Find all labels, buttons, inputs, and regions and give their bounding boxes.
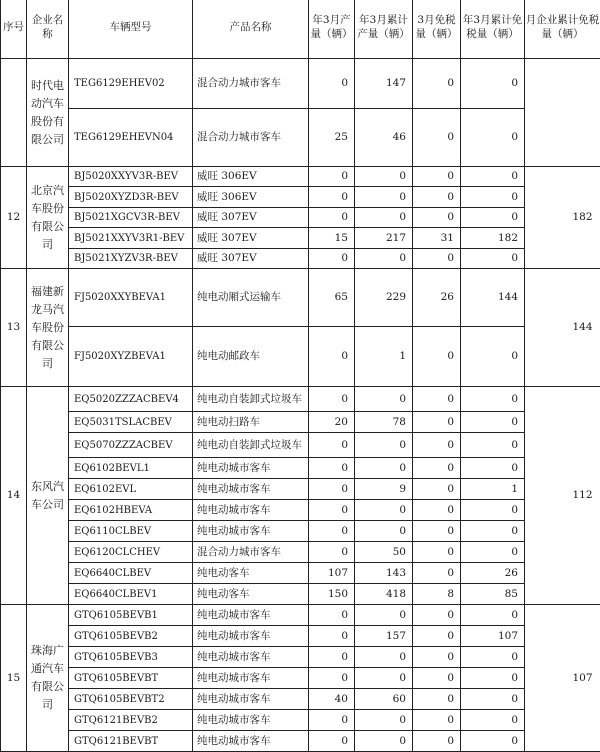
cum-exempt: 1	[461, 479, 525, 500]
vehicle-model: BJ5020XXYV3R-BEV	[69, 167, 193, 187]
vehicle-model: GTQ6105BEVB2	[69, 626, 193, 647]
cum-output: 0	[355, 521, 413, 542]
march-exempt: 0	[413, 710, 461, 731]
product-name: 纯电动邮政车	[193, 327, 309, 387]
cum-exempt: 0	[461, 327, 525, 387]
march-output: 0	[309, 710, 355, 731]
table-row	[1, 605, 600, 626]
product-name: 纯电动城市客车	[193, 731, 309, 752]
cum-output: 0	[355, 647, 413, 668]
product-name: 威旺 307EV	[193, 228, 309, 249]
march-output: 0	[309, 668, 355, 689]
header-cum-output: 年3月累计产量（辆）	[355, 0, 413, 59]
march-output: 0	[309, 433, 355, 458]
header-march-exempt: 3月免税量（辆）	[413, 0, 461, 59]
cum-output: 0	[355, 187, 413, 208]
vehicle-model: EQ5031TSLACBEV	[69, 412, 193, 433]
vehicle-model: TEG6129EHEVN04	[69, 109, 193, 167]
cum-exempt: 0	[461, 167, 525, 187]
product-name: 威旺 307EV	[193, 208, 309, 228]
march-output: 0	[309, 327, 355, 387]
march-output: 65	[309, 269, 355, 327]
company-total-exempt	[525, 59, 600, 167]
cum-output: 229	[355, 269, 413, 327]
table-row	[1, 412, 600, 433]
march-exempt: 31	[413, 228, 461, 249]
cum-output: 9	[355, 479, 413, 500]
row-seq: 15	[1, 605, 27, 752]
march-exempt: 8	[413, 584, 461, 605]
march-output: 15	[309, 228, 355, 249]
vehicle-model: EQ6110CLBEV	[69, 521, 193, 542]
vehicle-model: EQ6102HBEVA	[69, 500, 193, 521]
vehicle-model: EQ5020ZZZACBEV4	[69, 387, 193, 412]
header-company: 企业名称	[27, 0, 69, 59]
cum-output: 0	[355, 387, 413, 412]
product-name: 纯电动城市客车	[193, 647, 309, 668]
cum-output: 147	[355, 59, 413, 109]
march-exempt: 0	[413, 689, 461, 710]
product-name: 纯电动城市客车	[193, 668, 309, 689]
vehicle-model: EQ5070ZZZACBEV	[69, 433, 193, 458]
cum-exempt: 0	[461, 521, 525, 542]
cum-exempt: 0	[461, 109, 525, 167]
cum-output: 0	[355, 668, 413, 689]
cum-output: 60	[355, 689, 413, 710]
march-exempt: 26	[413, 269, 461, 327]
vehicle-model: BJ5021XGCV3R-BEV	[69, 208, 193, 228]
header-seq: 序号	[1, 0, 27, 59]
cum-exempt: 0	[461, 433, 525, 458]
product-name: 纯电动城市客车	[193, 479, 309, 500]
vehicle-model: GTQ6121BEVBT	[69, 731, 193, 752]
vehicle-model: FJ5020XYZBEVA1	[69, 327, 193, 387]
product-name: 纯电动城市客车	[193, 626, 309, 647]
march-exempt: 0	[413, 167, 461, 187]
product-name: 纯电动客车	[193, 584, 309, 605]
cum-output: 0	[355, 433, 413, 458]
cum-exempt: 0	[461, 500, 525, 521]
cum-exempt: 0	[461, 208, 525, 228]
row-seq: 13	[1, 269, 27, 387]
company-name: 珠海广通汽车有限公司	[27, 605, 69, 752]
table-row	[1, 563, 600, 584]
vehicle-model: EQ6102EVL	[69, 479, 193, 500]
cum-output: 46	[355, 109, 413, 167]
vehicle-model: EQ6120CLCHEV	[69, 542, 193, 563]
vehicle-model: GTQ6105BEVBT2	[69, 689, 193, 710]
cum-exempt: 0	[461, 710, 525, 731]
cum-output: 0	[355, 167, 413, 187]
table-row	[1, 647, 600, 668]
march-output: 0	[309, 458, 355, 479]
cum-output: 143	[355, 563, 413, 584]
table-row	[1, 109, 600, 167]
table-row	[1, 584, 600, 605]
march-exempt: 0	[413, 647, 461, 668]
row-seq	[1, 59, 27, 167]
cum-exempt: 0	[461, 668, 525, 689]
cum-output: 0	[355, 605, 413, 626]
cum-exempt: 0	[461, 387, 525, 412]
cum-exempt: 0	[461, 412, 525, 433]
table-row	[1, 710, 600, 731]
table-row	[1, 187, 600, 208]
march-output: 0	[309, 479, 355, 500]
march-exempt: 0	[413, 521, 461, 542]
march-exempt: 0	[413, 327, 461, 387]
table-row	[1, 269, 600, 327]
march-exempt: 0	[413, 479, 461, 500]
header-product: 产品名称	[193, 0, 309, 59]
row-seq: 14	[1, 387, 27, 605]
product-name: 混合动力城市客车	[193, 109, 309, 167]
header-company-cum-exempt: 月企业累计免税量（辆）	[525, 0, 600, 59]
row-seq: 12	[1, 167, 27, 269]
march-output: 0	[309, 542, 355, 563]
cum-output: 1	[355, 327, 413, 387]
cum-output: 157	[355, 626, 413, 647]
cum-output: 0	[355, 500, 413, 521]
march-exempt: 0	[413, 109, 461, 167]
product-name: 纯电动厢式运输车	[193, 269, 309, 327]
vehicle-model: BJ5021XXYV3R1-BEV	[69, 228, 193, 249]
product-name: 威旺 306EV	[193, 167, 309, 187]
product-name: 纯电动城市客车	[193, 710, 309, 731]
cum-exempt: 0	[461, 542, 525, 563]
product-name: 纯电动城市客车	[193, 605, 309, 626]
company-total-exempt: 112	[525, 387, 600, 605]
march-exempt: 0	[413, 249, 461, 269]
company-total-exempt: 182	[525, 167, 600, 269]
cum-output: 50	[355, 542, 413, 563]
table-row	[1, 521, 600, 542]
march-exempt: 0	[413, 668, 461, 689]
product-name: 纯电动城市客车	[193, 689, 309, 710]
march-output: 20	[309, 412, 355, 433]
product-name: 威旺 306EV	[193, 187, 309, 208]
cum-output: 78	[355, 412, 413, 433]
product-name: 威旺 307EV	[193, 249, 309, 269]
march-output: 150	[309, 584, 355, 605]
product-name: 混合动力城市客车	[193, 542, 309, 563]
company-name: 时代电动汽车股份有限公司	[27, 59, 69, 167]
march-output: 0	[309, 626, 355, 647]
march-exempt: 0	[413, 433, 461, 458]
march-output: 0	[309, 59, 355, 109]
vehicle-model: FJ5020XXYBEVA1	[69, 269, 193, 327]
cum-exempt: 0	[461, 731, 525, 752]
product-name: 纯电动客车	[193, 563, 309, 584]
march-output: 0	[309, 500, 355, 521]
table-row	[1, 479, 600, 500]
march-exempt: 0	[413, 563, 461, 584]
product-name: 纯电动扫路车	[193, 412, 309, 433]
product-name: 纯电动城市客车	[193, 458, 309, 479]
table-row	[1, 689, 600, 710]
march-exempt: 0	[413, 208, 461, 228]
cum-exempt: 0	[461, 689, 525, 710]
vehicle-model: EQ6102BEVL1	[69, 458, 193, 479]
table-row	[1, 542, 600, 563]
cum-exempt: 0	[461, 59, 525, 109]
company-total-exempt: 107	[525, 605, 600, 752]
march-exempt: 0	[413, 731, 461, 752]
march-exempt: 0	[413, 458, 461, 479]
table-row	[1, 433, 600, 458]
header-cum-exempt: 年3月累计免税量（辆）	[461, 0, 525, 59]
product-name: 纯电动自装卸式垃圾车	[193, 387, 309, 412]
product-name: 纯电动自装卸式垃圾车	[193, 433, 309, 458]
company-name: 福建新龙马汽车股份有限公司	[27, 269, 69, 387]
cum-output: 0	[355, 710, 413, 731]
company-name: 东风汽车公司	[27, 387, 69, 605]
header-model: 车辆型号	[69, 0, 193, 59]
cum-output: 0	[355, 458, 413, 479]
table-body	[1, 59, 600, 752]
header-march-output: 年3月产量（辆）	[309, 0, 355, 59]
vehicle-model: GTQ6105BEVB3	[69, 647, 193, 668]
vehicle-model: BJ5021XYZV3R-BEV	[69, 249, 193, 269]
march-output: 0	[309, 187, 355, 208]
vehicle-model: GTQ6105BEVBT	[69, 668, 193, 689]
product-name: 纯电动城市客车	[193, 521, 309, 542]
cum-output: 0	[355, 208, 413, 228]
cum-exempt: 144	[461, 269, 525, 327]
table-row	[1, 167, 600, 187]
march-exempt: 0	[413, 626, 461, 647]
march-output: 25	[309, 109, 355, 167]
company-name: 北京汽车股份有限公司	[27, 167, 69, 269]
cum-exempt: 85	[461, 584, 525, 605]
march-exempt: 0	[413, 187, 461, 208]
march-output: 0	[309, 731, 355, 752]
table-row	[1, 208, 600, 228]
company-total-exempt: 144	[525, 269, 600, 387]
march-exempt: 0	[413, 500, 461, 521]
table-row	[1, 228, 600, 249]
cum-exempt: 182	[461, 228, 525, 249]
vehicle-model: EQ6640CLBEV	[69, 563, 193, 584]
cum-exempt: 26	[461, 563, 525, 584]
march-output: 0	[309, 647, 355, 668]
table-row	[1, 327, 600, 387]
vehicle-model: TEG6129EHEV02	[69, 59, 193, 109]
vehicle-model: GTQ6121BEVB2	[69, 710, 193, 731]
table-row	[1, 668, 600, 689]
cum-exempt: 0	[461, 605, 525, 626]
cum-output: 418	[355, 584, 413, 605]
vehicle-model: GTQ6105BEVB1	[69, 605, 193, 626]
march-output: 107	[309, 563, 355, 584]
cum-exempt: 0	[461, 249, 525, 269]
cum-output: 0	[355, 731, 413, 752]
march-output: 0	[309, 521, 355, 542]
cum-exempt: 0	[461, 187, 525, 208]
march-output: 0	[309, 208, 355, 228]
header-row	[1, 0, 600, 59]
cum-output: 0	[355, 249, 413, 269]
march-output: 40	[309, 689, 355, 710]
vehicle-model: BJ5020XYZD3R-BEV	[69, 187, 193, 208]
table-row	[1, 500, 600, 521]
table-row	[1, 249, 600, 269]
march-output: 0	[309, 249, 355, 269]
table-row	[1, 626, 600, 647]
march-output: 0	[309, 387, 355, 412]
table-row	[1, 387, 600, 412]
cum-output: 217	[355, 228, 413, 249]
vehicle-model: EQ6640CLBEV1	[69, 584, 193, 605]
march-output: 0	[309, 605, 355, 626]
cum-exempt: 107	[461, 626, 525, 647]
cum-exempt: 0	[461, 647, 525, 668]
product-name: 混合动力城市客车	[193, 59, 309, 109]
march-exempt: 0	[413, 59, 461, 109]
march-exempt: 0	[413, 412, 461, 433]
table-row	[1, 59, 600, 109]
cum-exempt: 0	[461, 458, 525, 479]
table-row	[1, 731, 600, 752]
march-output: 0	[309, 167, 355, 187]
table-row	[1, 458, 600, 479]
march-exempt: 0	[413, 542, 461, 563]
march-exempt: 0	[413, 387, 461, 412]
product-name: 纯电动城市客车	[193, 500, 309, 521]
march-exempt: 0	[413, 605, 461, 626]
